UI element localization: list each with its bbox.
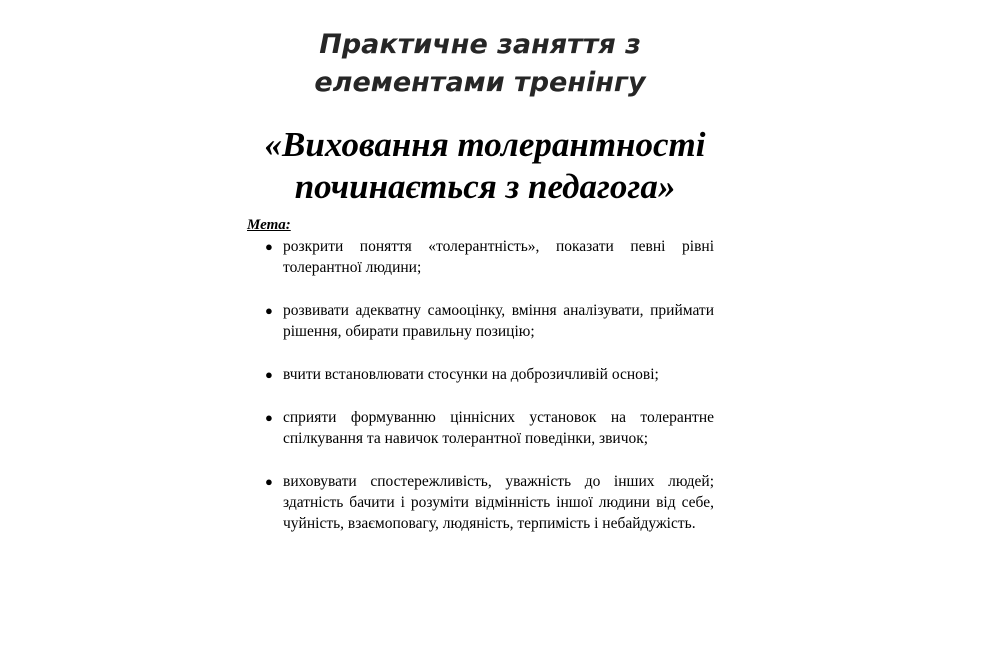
goal-text-4: сприяти формуванню ціннісних установок на толерантне спілкування та навичок толерантної поведінки, звичок; [283,409,714,447]
goal-text-2: розвивати адекватну самооцінку, вміння аналізувати, приймати рішення, обирати правильну позицію; [283,302,714,340]
goal-text-5: виховувати спостережливість, уважність до інших людей; здатність бачити і розуміти відмінність іншої людини від себе, чуйність, взаємоповагу, людяність, терпимість і небайдужість. [283,473,714,532]
title-line-2: починається з педагога» [294,167,676,206]
goal-item-5 [262,471,714,534]
bullet-icon: ● [265,367,273,382]
bullet-icon: ● [265,474,273,489]
goal-item-1 [262,236,714,278]
title-line-1: «Виховання толерантності [264,125,706,164]
goals-list [262,236,714,556]
heading-line-2: елементами тренінгу [314,67,646,98]
bullet-icon: ● [265,303,273,318]
bullet-icon: ● [265,410,273,425]
bullet-icon: ● [265,239,273,254]
heading-line-1: Практичне заняття з [319,29,641,60]
goal-item-3 [262,364,714,385]
goal-text-1: розкрити поняття «толерантність», показати певні рівні толерантної людини; [283,238,714,276]
goal-item-2 [262,300,714,342]
goal-text-3: вчити встановлювати стосунки на доброзичливій основі; [283,366,659,383]
goal-item-4 [262,407,714,449]
goal-label: Мета: [247,217,291,233]
